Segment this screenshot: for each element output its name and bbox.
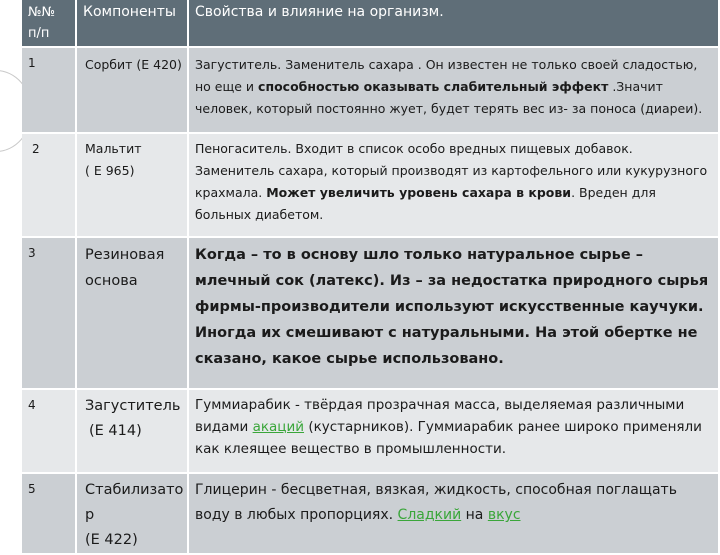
- component-name: Стабилизато р: [85, 482, 184, 523]
- properties-text: [195, 394, 714, 460]
- text-part: .Значит человек, который постоянно жует, будет терять вес из- за поноса (диареи).: [195, 79, 703, 116]
- header-number: №№ п/п: [22, 0, 76, 47]
- text-bold: Может увеличить уровень сахара в крови: [266, 185, 572, 200]
- properties-cell: [188, 133, 719, 237]
- component-name: Загуститель: [85, 398, 181, 414]
- link-acacia[interactable]: акаций: [252, 419, 305, 435]
- text-bold: способностью оказывать слабительный эффект: [258, 79, 609, 94]
- additives-table: [22, 0, 720, 555]
- properties-text: [195, 52, 714, 120]
- link-sweet[interactable]: Сладкий: [397, 507, 462, 523]
- properties-cell: [188, 47, 719, 133]
- text-part: на: [461, 507, 488, 523]
- table-row: [22, 389, 719, 473]
- text-part: Пеногаситель. Входит в список особо вредных пищевых добавок. Заменитель сахара, который производят из картофельного или кукурузного крахмала.: [195, 141, 708, 200]
- component-code: ( Е 965): [85, 163, 135, 178]
- properties-text: [195, 138, 714, 226]
- text-part: (кустарников). Гуммиарабик ранее широко применяли как клеящее вещество в промышленности.: [195, 419, 702, 457]
- row-number: 4: [22, 389, 76, 473]
- table-header-row: [22, 0, 719, 47]
- text-part: Глицерин - бесцветная, вязкая, жидкость, способная поглащать воду в любых пропорциях.: [195, 482, 677, 523]
- properties-text: [195, 478, 714, 528]
- text-part: Загуститель. Заменитель сахара . Он известен не только своей сладостью, но еще и: [195, 57, 698, 94]
- component-cell: [76, 473, 188, 554]
- component-cell: [76, 133, 188, 237]
- row-number: 3: [22, 237, 76, 389]
- table-row: [22, 133, 719, 237]
- table-row: [22, 473, 719, 554]
- properties-cell: [188, 473, 719, 554]
- component-name: Мальтит: [85, 141, 142, 156]
- properties-cell: [188, 389, 719, 473]
- text-part: Гуммиарабик - твёрдая прозрачная масса, выделяемая различными видами: [195, 397, 685, 435]
- row-number: 5: [22, 473, 76, 554]
- link-taste[interactable]: вкус: [487, 507, 521, 523]
- component-name: Сорбит (Е 420): [85, 57, 182, 72]
- header-properties: Свойства и влияние на организм.: [188, 0, 719, 47]
- component-cell: [76, 237, 188, 389]
- component-code: (Е 414): [89, 423, 142, 439]
- table-row: [22, 237, 719, 389]
- component-cell: [76, 389, 188, 473]
- table-row: [22, 47, 719, 133]
- header-components: Компоненты: [76, 0, 188, 47]
- row-number: 1: [22, 47, 76, 133]
- row-number: 2: [22, 133, 76, 237]
- component-name: Резиновая основа: [85, 247, 165, 289]
- properties-text: Когда – то в основу шло только натуральное сырье – млечный сок (латекс). Из – за недостатка природного сырья фирмы-производители используют искусственные каучуки. Иногда их смешивают с натуральными. На этой обертке не сказано, какое сырье использовано.: [195, 247, 709, 367]
- component-code: (Е 422): [85, 532, 138, 548]
- properties-cell: [188, 237, 719, 389]
- component-cell: [76, 47, 188, 133]
- text-part: . Вреден для больных диабетом.: [195, 185, 656, 222]
